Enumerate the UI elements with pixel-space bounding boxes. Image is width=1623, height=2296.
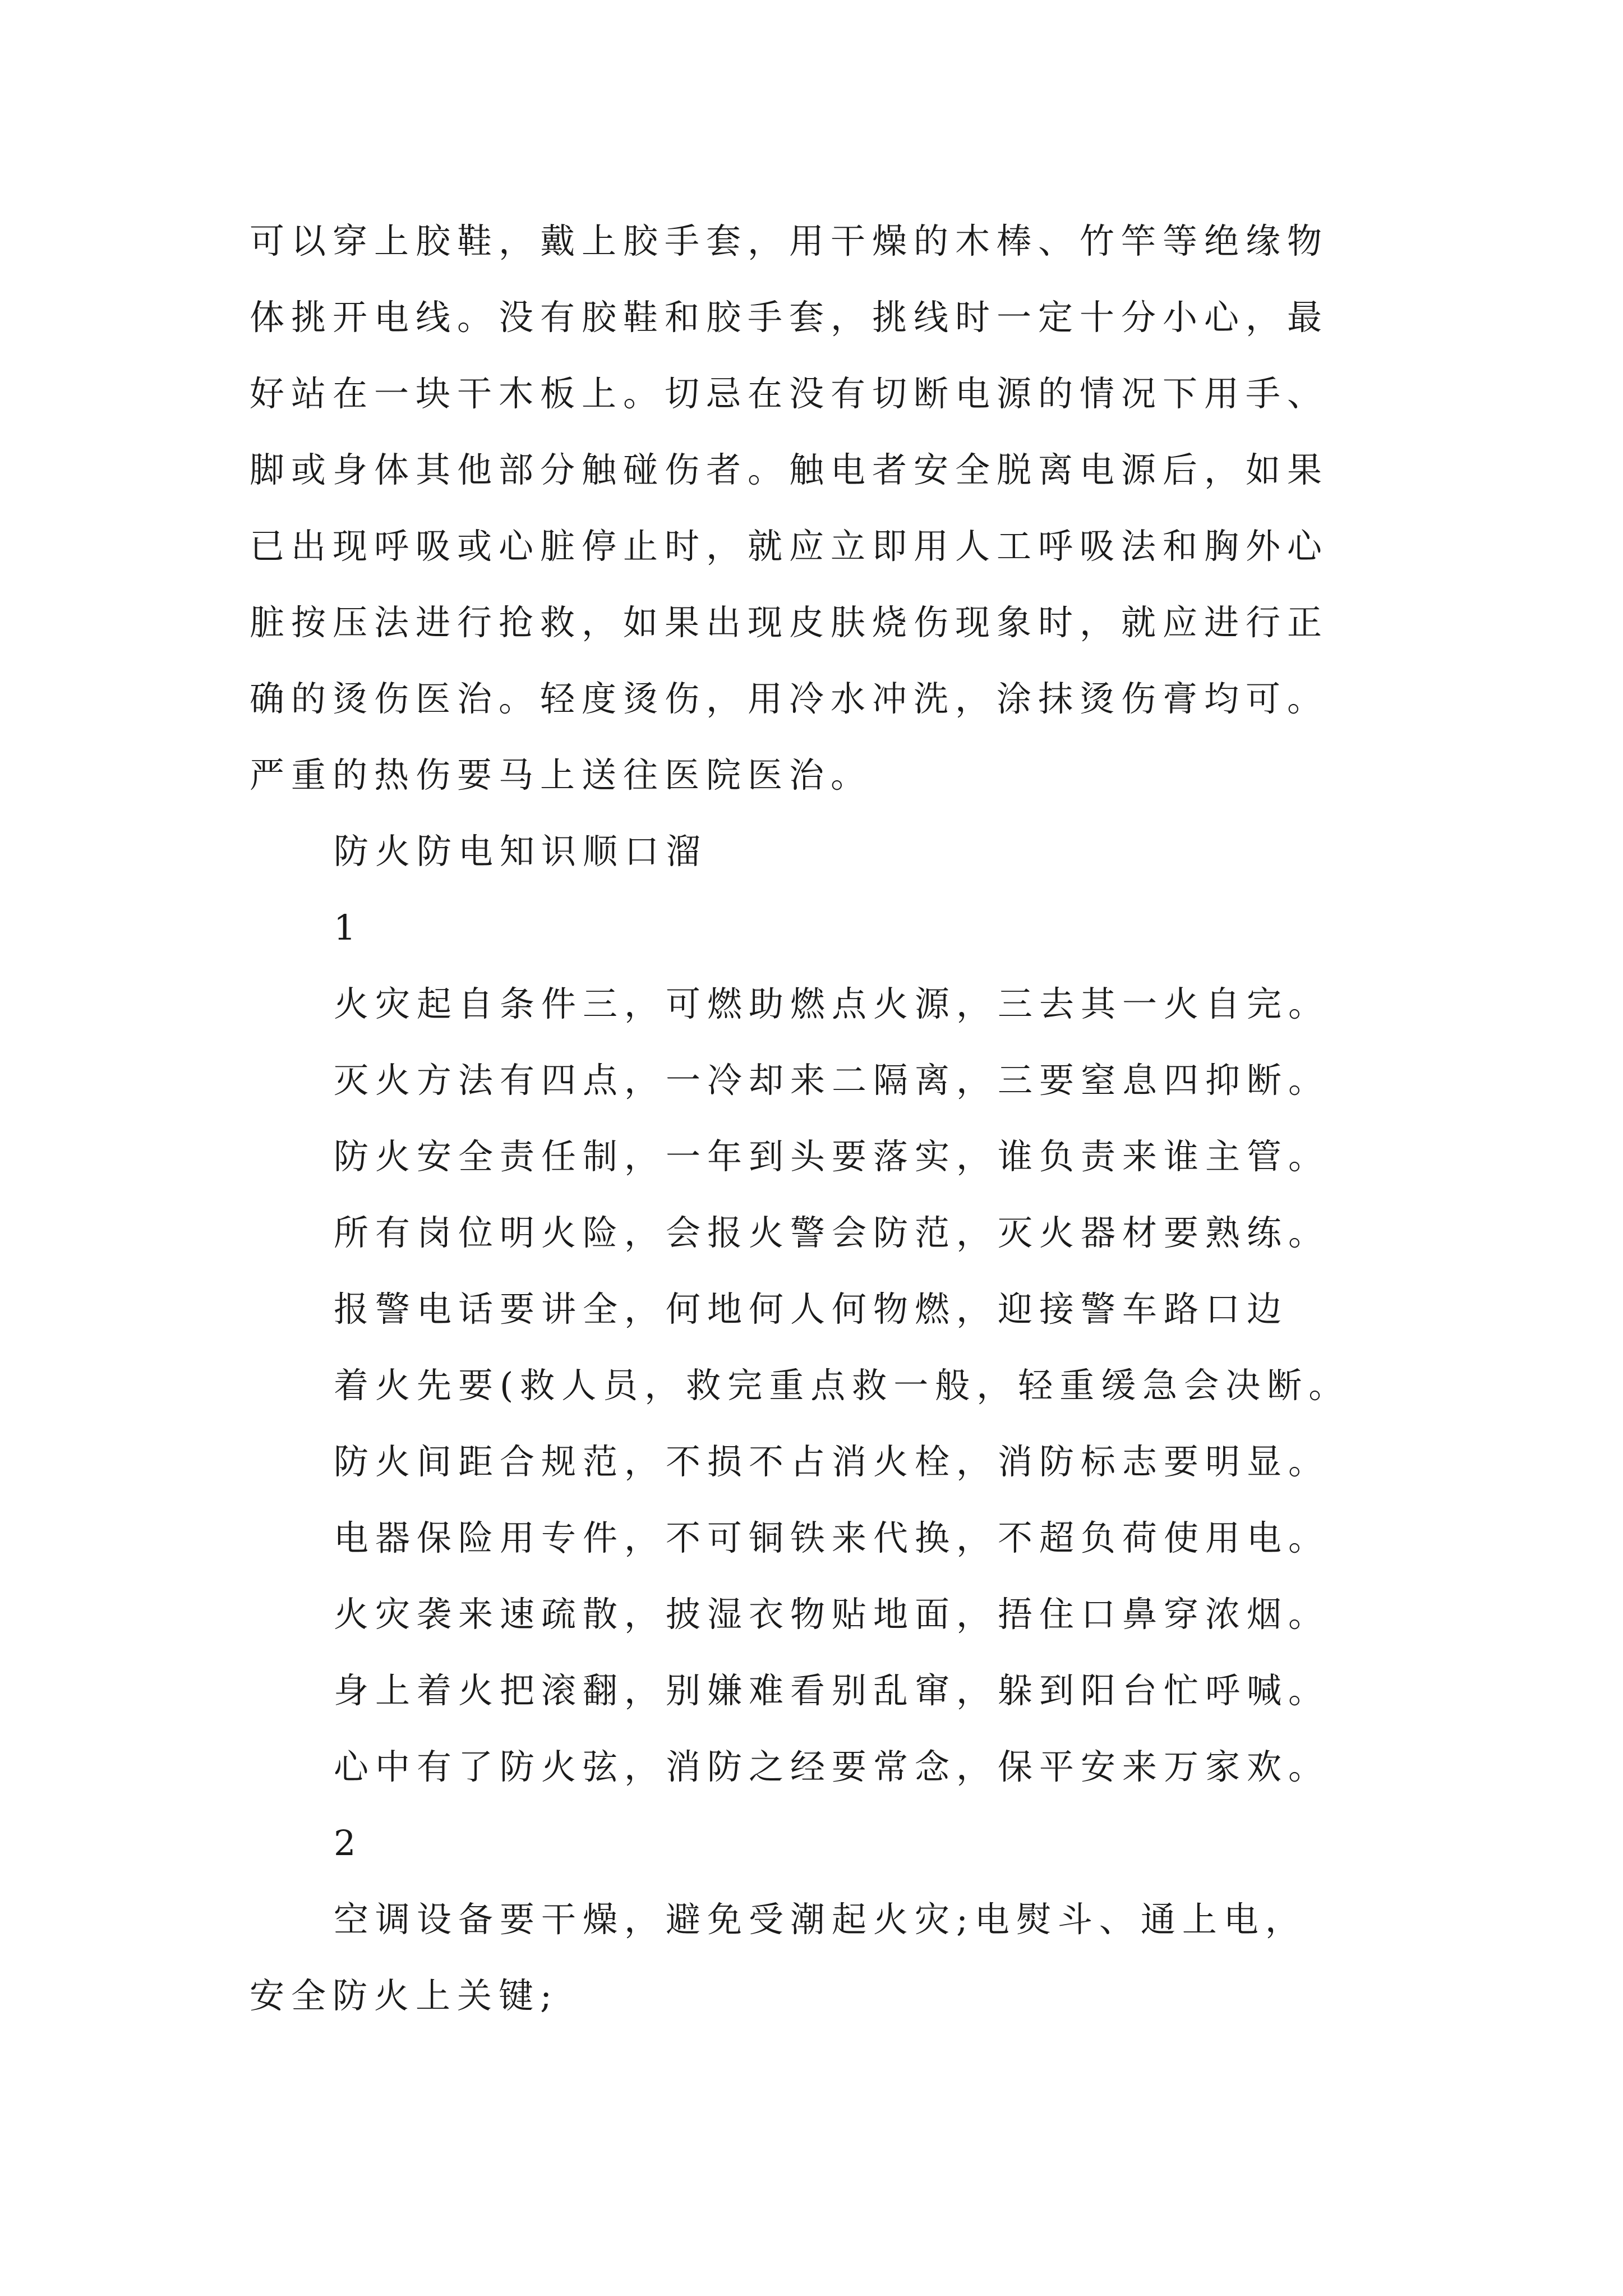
paragraph-line: 体挑开电线。没有胶鞋和胶手套，挑线时一定十分小心，最	[250, 297, 1329, 338]
paragraph-line: 已出现呼吸或心脏停止时，就应立即用人工呼吸法和胸外心	[250, 526, 1329, 567]
verse-line: 报警电话要讲全，何地何人何物燃，迎接警车路口边	[334, 1289, 1289, 1329]
paragraph-line: 可以穿上胶鞋，戴上胶手套，用干燥的木棒、竹竿等绝缘物	[250, 220, 1329, 261]
verse-line: 空调设备要干燥，避免受潮起火灾;电熨斗、通上电，	[334, 1899, 1307, 1940]
part-number: 1	[334, 907, 363, 948]
paragraph-line: 脏按压法进行抢救，如果出现皮肤烧伤现象时，就应进行正	[250, 602, 1329, 643]
verse-line: 火灾起自条件三，可燃助燃点火源，三去其一火自完。	[334, 983, 1330, 1024]
part-number: 2	[334, 1823, 363, 1864]
verse-line: 着火先要(救人员，救完重点救一般，轻重缓急会决断。	[334, 1365, 1350, 1406]
verse-line: 所有岗位明火险，会报火警会防范，灭火器材要熟练。	[334, 1212, 1330, 1253]
verse-line: 防火安全责任制，一年到头要落实，谁负责来谁主管。	[334, 1136, 1330, 1177]
section-title: 防火防电知识顺口溜	[334, 831, 708, 872]
verse-line: 电器保险用专件，不可铜铁来代换，不超负荷使用电。	[334, 1517, 1330, 1558]
paragraph-line: 脚或身体其他部分触碰伤者。触电者安全脱离电源后，如果	[250, 449, 1329, 490]
verse-line: 灭火方法有四点，一冷却来二隔离，三要窒息四抑断。	[334, 1060, 1330, 1101]
verse-line: 火灾袭来速疏散，披湿衣物贴地面，捂住口鼻穿浓烟。	[334, 1594, 1330, 1635]
paragraph-line: 严重的热伤要马上送往医院医治。	[250, 754, 873, 795]
verse-line: 身上着火把滚翻，别嫌难看别乱窜，躲到阳台忙呼喊。	[334, 1670, 1330, 1711]
verse-line: 防火间距合规范，不损不占消火栓，消防标志要明显。	[334, 1441, 1330, 1482]
paragraph-line: 好站在一块干木板上。切忌在没有切断电源的情况下用手、	[250, 373, 1329, 414]
verse-line: 心中有了防火弦，消防之经要常念，保平安来万家欢。	[334, 1746, 1330, 1787]
verse-line: 安全防火上关键;	[250, 1975, 559, 2016]
paragraph-line: 确的烫伤医治。轻度烫伤，用冷水冲洗，涂抹烫伤膏均可。	[250, 678, 1329, 719]
